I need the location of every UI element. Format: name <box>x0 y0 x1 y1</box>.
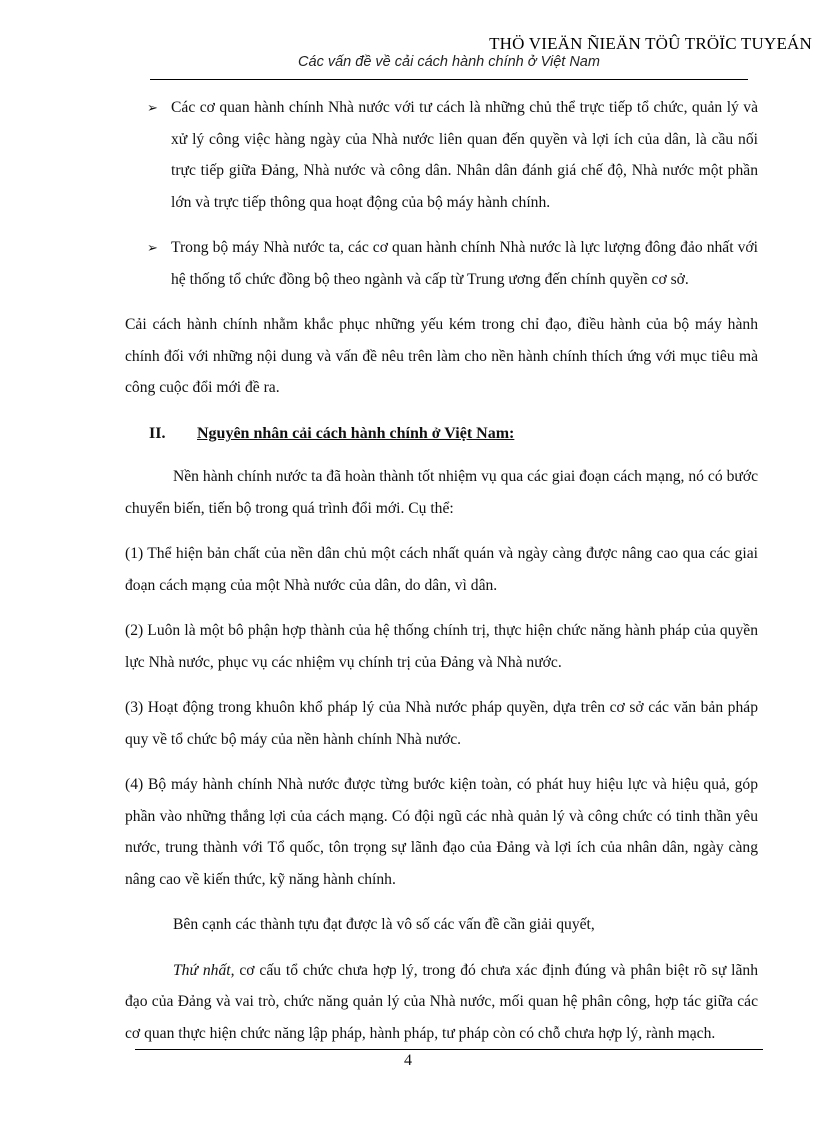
bullet-text: Trong bộ máy Nhà nước ta, các cơ quan hành chính Nhà nước là lực lượng đông đảo nhất với hệ thống tổ chức đồng bộ theo ngành và cấp từ Trung ương đến chính quyền cơ sở. <box>171 239 758 288</box>
section-heading <box>125 418 758 450</box>
numbered-item: (4) Bộ máy hành chính Nhà nước được từng bước kiện toàn, có phát huy hiệu lực và hiệu quả, góp phần vào những thắng lợi của cách mạng. Có đội ngũ các nhà quản lý và công chức có tinh thần yêu nước, trung thành với Tổ quốc, tôn trọng sự lãnh đạo của Đảng và lợi ích của nhân dân, ngày càng nâng cao về kiến thức, kỹ năng hành chính. <box>125 776 758 888</box>
first-point-lead: Thứ nhất, <box>173 961 235 979</box>
running-head: Các vấn đề về cải cách hành chính ở Việt Nam <box>298 54 600 70</box>
numbered-item: (1) Thể hiện bản chất của nền dân chủ một cách nhất quán và ngày càng được nâng cao qua các giai đoạn cách mạng của một Nhà nước của dân, do dân, vì dân. <box>125 545 758 594</box>
besides-paragraph: Bên cạnh các thành tựu đạt được là vô số các vấn đề cần giải quyết, <box>173 916 595 933</box>
page-number: 4 <box>404 1052 412 1069</box>
arrow-bullet-icon: ➢ <box>147 100 158 115</box>
summary-paragraph: Cải cách hành chính nhằm khắc phục những yếu kém trong chỉ đạo, điều hành của bộ máy hành chính đối với những nội dung và vấn đề nêu trên làm cho nền hành chính thích ứng với mục tiêu mà công cuộc đổi mới đề ra. <box>125 316 758 396</box>
page-body <box>125 92 758 1063</box>
arrow-bullet-icon: ➢ <box>147 240 158 255</box>
section-number: II. <box>149 424 166 442</box>
intro-paragraph: Nền hành chính nước ta đã hoàn thành tốt nhiệm vụ qua các giai đoạn cách mạng, nó có bước chuyển biến, tiến bộ trong quá trình đổi mới. Cụ thể: <box>125 468 758 517</box>
header-rule <box>150 79 748 80</box>
section-title: Nguyên nhân cải cách hành chính ở Việt Nam: <box>197 424 515 442</box>
first-point-paragraph <box>125 955 758 1050</box>
watermark-header: THÖ VIEÄN ÑIEÄN TÖÛ TRÖÏC TUYEÁN <box>489 34 812 53</box>
first-point-text: cơ cấu tổ chức chưa hợp lý, trong đó chưa xác định đúng và phân biệt rõ sự lãnh đạo của Đảng và vai trò, chức năng quản lý của Nhà nước, mối quan hệ phân công, hợp tác giữa các cơ quan thực hiện chức năng lập pháp, hành pháp, tư pháp còn có chỗ chưa hợp lý, rành mạch. <box>125 961 759 1042</box>
bullet-item <box>125 92 758 218</box>
bullet-item <box>125 232 758 295</box>
bullet-text: Các cơ quan hành chính Nhà nước với tư cách là những chủ thể trực tiếp tổ chức, quản lý và xử lý công việc hàng ngày của Nhà nước liên quan đến quyền và lợi ích của dân, là cầu nối trực tiếp giữa Đảng, Nhà nước và công dân. Nhân dân đánh giá chế độ, Nhà nước một phần lớn và trực tiếp thông qua hoạt động của bộ máy hành chính. <box>171 99 758 211</box>
footer-rule <box>135 1049 763 1050</box>
numbered-item: (2) Luôn là một bô phận hợp thành của hệ thống chính trị, thực hiện chức năng hành pháp của quyền lực Nhà nước, phục vụ các nhiệm vụ chính trị của Đảng và Nhà nước. <box>125 622 758 671</box>
numbered-item: (3) Hoạt động trong khuôn khổ pháp lý của Nhà nước pháp quyền, dựa trên cơ sở các văn bản pháp quy về tổ chức bộ máy của nền hành chính Nhà nước. <box>125 699 758 748</box>
